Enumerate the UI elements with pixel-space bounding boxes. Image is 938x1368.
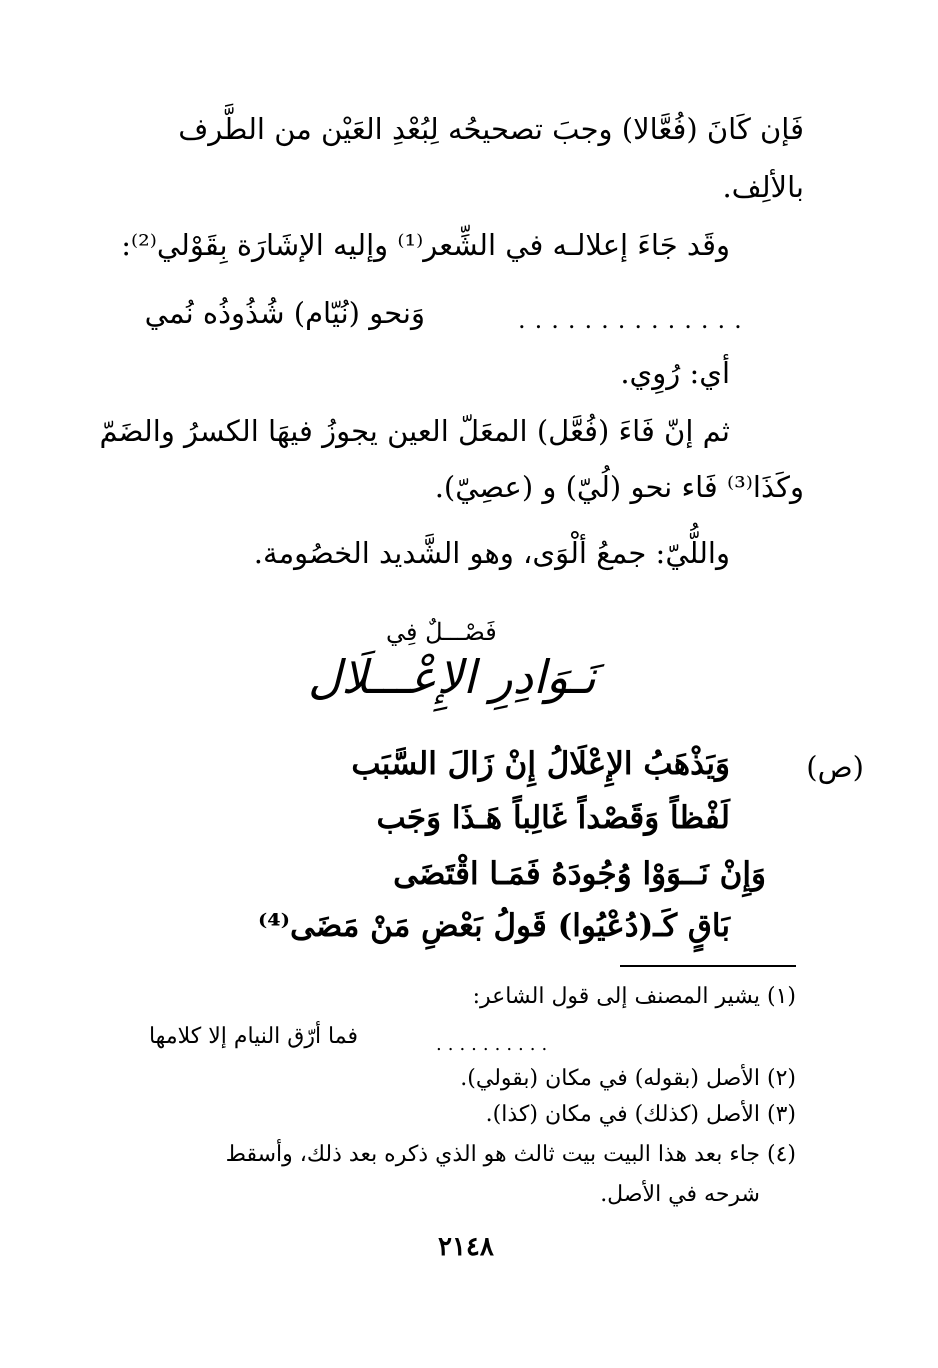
footnote-2: (٢) الأصل (بقوله) في مكان (بقولي). [460, 1066, 796, 1091]
poem-marker: (ص) [806, 750, 864, 784]
body-line-8: واللُّيّ: جمعُ ألْوَى، وهو الشَّديد الخصُومة. [253, 536, 730, 570]
footnote-1: (١) يشير المصنف إلى قول الشاعر: [472, 984, 796, 1009]
poem-verse-2: لَفْظاً وَقَصْداً غَالِباً هَـذَا وَجَب [376, 800, 730, 836]
footnote-4-line-2: شرحه في الأصل. [600, 1182, 760, 1207]
footnote-3: (٣) الأصل (كذلك) في مكان (كذا). [485, 1102, 796, 1127]
poem-verse-3: وَإِنْ نَــوَوْا وُجُودَهُ فَمَـا اقْتَضَى [393, 856, 766, 892]
poem-verse-4: بَاقٍ كَـ(دُعْيُوا) قَولُ بَعْضِ مَنْ مَضَى⁽⁴⁾ [257, 908, 730, 944]
footnote-4-line-1: (٤) جاء بعد هذا البيت بيت ثالث هو الذي ذكره بعد ذلك، وأسقط [225, 1142, 796, 1167]
verse-ellipsis: .............. [518, 306, 751, 334]
body-line-1: فَإن كَانَ (فُعَّالا) وجبَ تصحيحُه لِبُعْدِ العَيْن من الطَّرف [178, 112, 804, 146]
body-line-2: بالألِف. [722, 170, 804, 204]
body-line-5: أي: رُوِي. [620, 356, 730, 390]
footnote-1-verse: فما أرّق النيام إلا كلامها [148, 1024, 358, 1049]
body-line-7: وكَذَا⁽³⁾ فَاء نحو (لُيّ) و (عصِيّ). [434, 470, 804, 504]
body-line-6: ثم إنّ فَاءَ (فُعَّل) المعَلّ العين يجوزُ فيهَا الكسرُ والضَمّ [99, 414, 730, 448]
quoted-verse: وَنحو (نُيّام) شُذُوذُه نُمي [144, 296, 425, 330]
section-heading-small: فَصْـــلٌ فِي [386, 618, 497, 646]
section-heading: نَـوَادِرِ الإِعْـــلَال [308, 650, 596, 704]
poem-verse-1: وَيَذْهَبُ الإِعْلَالُ إِنْ زَالَ السَّبَب [351, 746, 730, 782]
page-number: ٢١٤٨ [438, 1232, 494, 1262]
footnote-1-ellipsis: .......... [436, 1034, 554, 1055]
body-line-3: وقَد جَاءَ إعلالـه في الشِّعر⁽¹⁾ وإليه الإشَارَة بِقَوْلي⁽²⁾: [121, 228, 730, 262]
footnote-separator [620, 965, 796, 967]
